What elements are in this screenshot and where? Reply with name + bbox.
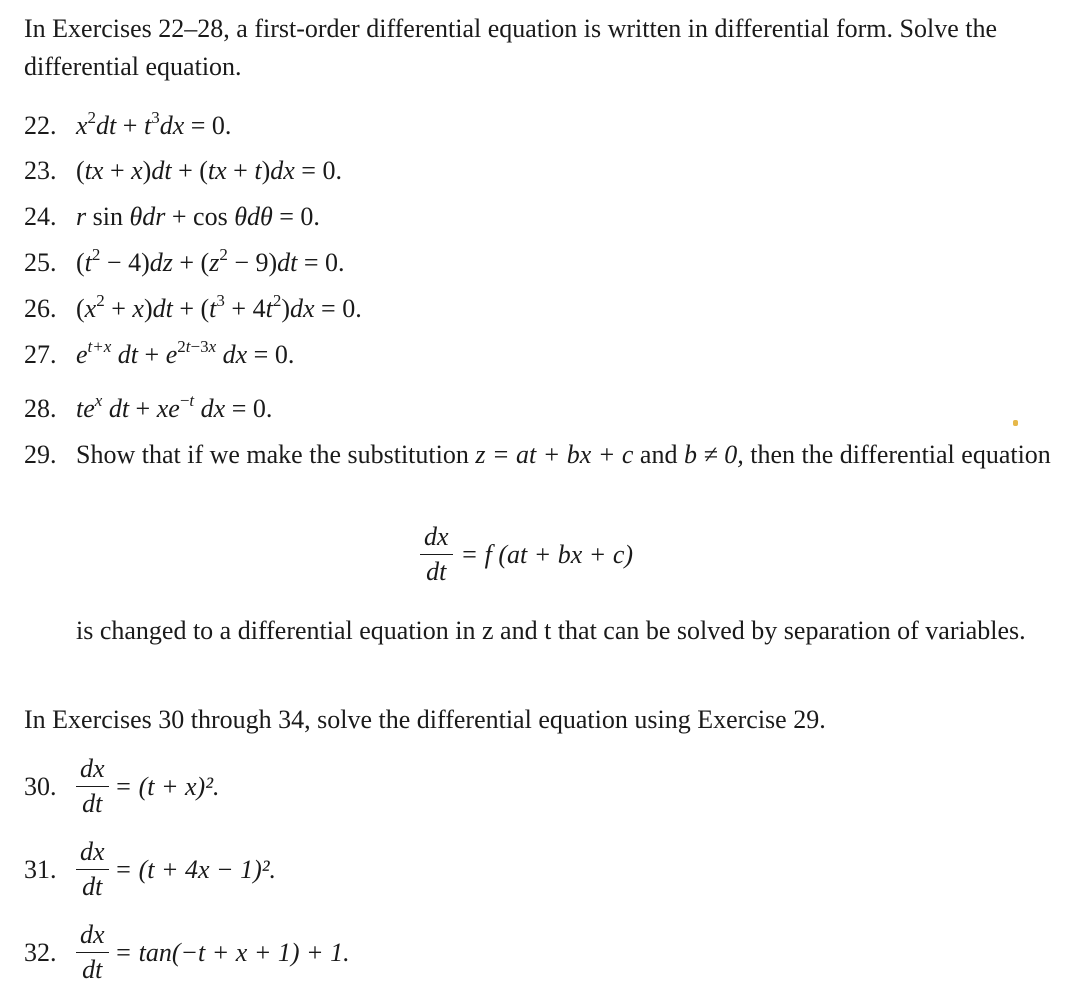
derivative-fraction — [420, 520, 453, 589]
equation: (tx + x)dt + (tx + t)dx = 0. — [76, 156, 342, 185]
ex29-conclusion: is changed to a differential equation in z and t that can be solved by separation of variables. — [76, 616, 1026, 645]
exercise-28 — [24, 391, 272, 426]
fraction-numerator: dx — [420, 520, 453, 555]
derivative-fraction — [76, 752, 109, 821]
fraction-numerator: dx — [76, 835, 109, 870]
equation: $x^2dt + t^3dx = 0$. — [76, 108, 232, 140]
ex29-text-b: and — [639, 440, 678, 469]
derivative-fraction — [76, 918, 109, 987]
exercise-23 — [24, 153, 342, 188]
exercise-number: 29. — [24, 440, 57, 469]
speck-mark — [1013, 420, 1018, 426]
fraction-numerator: dx — [76, 752, 109, 787]
exercise-31 — [24, 835, 276, 904]
ex29-substitution: z = at + bx + c — [475, 440, 634, 469]
intro-30-34: In Exercises 30 through 34, solve the differential equation using Exercise 29. — [24, 705, 826, 734]
exercise-number: 32. — [24, 937, 57, 967]
equation: $(t^2 - 4)dz + (z^2 - 9)dt = 0$. — [76, 245, 345, 277]
exercise-30 — [24, 752, 220, 821]
exercise-32 — [24, 918, 350, 987]
exercise-26 — [24, 291, 362, 326]
exercise-number: 30. — [24, 771, 57, 801]
fraction-denominator: dt — [82, 955, 103, 984]
exercise-number: 28. — [24, 394, 57, 423]
exercise-25 — [24, 245, 345, 280]
ex29-text-a: Show that if we make the substitution — [76, 440, 469, 469]
exercise-24 — [24, 199, 320, 234]
exercise-22 — [24, 108, 231, 143]
exercise-number: 22. — [24, 111, 57, 140]
equation-rhs: = (t + 4x − 1)². — [114, 854, 277, 884]
ex29-display-equation — [420, 520, 633, 589]
fraction-denominator: dt — [82, 789, 103, 818]
exercise-27 — [24, 337, 294, 372]
ex29-rhs: = f (at + bx + c) — [460, 539, 634, 569]
exercise-number: 31. — [24, 854, 57, 884]
exercise-number: 25. — [24, 248, 57, 277]
fraction-denominator: dt — [426, 557, 447, 586]
fraction-numerator: dx — [76, 918, 109, 953]
exercise-number: 27. — [24, 340, 57, 369]
equation-rhs: = (t + x)². — [114, 771, 220, 801]
equation: $e^{t+x}$ dt + $e^{2t-3x}$ dx = 0. — [76, 337, 295, 369]
equation: r sin θdr + cos θdθ = 0. — [76, 202, 320, 231]
ex29-condition: b ≠ 0, — [683, 440, 744, 469]
equation-rhs: = tan(−t + x + 1) + 1. — [114, 937, 350, 967]
exercise-number: 23. — [24, 156, 57, 185]
equation: $te^x$ dt + $xe^{-t}$ dx = 0. — [76, 391, 273, 423]
derivative-fraction — [76, 835, 109, 904]
exercise-number: 24. — [24, 202, 57, 231]
fraction-denominator: dt — [82, 872, 103, 901]
ex29-text-c: then the differential equation — [750, 440, 1051, 469]
intro-22-28: In Exercises 22–28, a first-order differential equation is written in differential form. Solve the differential equation. — [24, 14, 998, 81]
exercise-29 — [24, 436, 1054, 474]
equation: $(x^2 + x)dt + (t^3 + 4t^2)dx = 0$. — [76, 291, 362, 323]
exercise-number: 26. — [24, 294, 57, 323]
